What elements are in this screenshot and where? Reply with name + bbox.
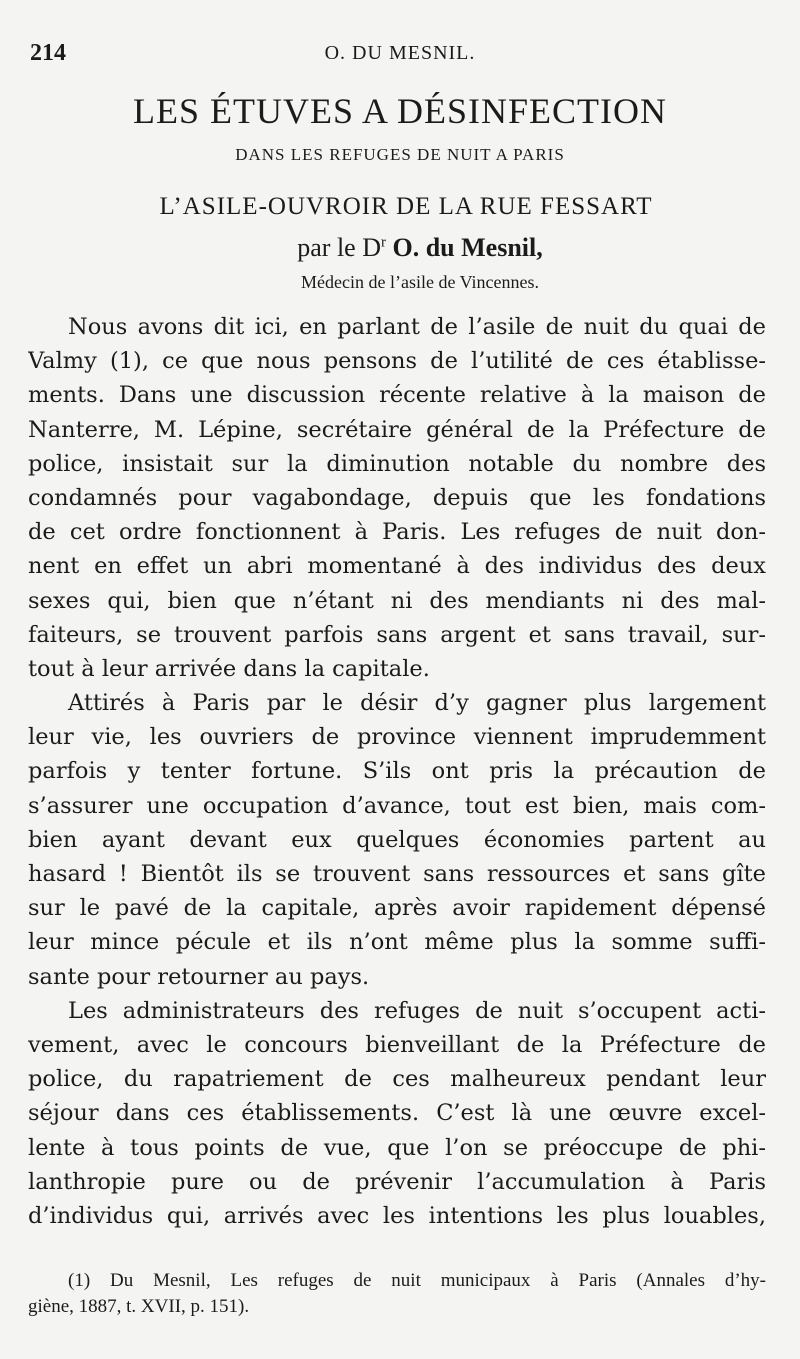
body-line: Les administrateurs des refuges de nuit s’occupent acti- — [68, 997, 766, 1024]
body-line: de cet ordre fonctionnent à Paris. Les refuges de nuit don- — [28, 519, 766, 546]
body-line: parfois y tenter fortune. S’ils ont pris la précaution de — [28, 758, 766, 785]
body-line: Attirés à Paris par le désir d’y gagner plus largement — [68, 690, 766, 717]
body-line: ments. Dans une discussion récente relative à la maison de — [28, 382, 766, 409]
body-line: police, insistait sur la diminution notable du nombre des — [28, 450, 766, 477]
byline — [0, 233, 800, 263]
article-title: LES ÉTUVES A DÉSINFECTION — [132, 91, 667, 131]
body-line: Valmy (1), ce que nous pensons de l’utilité de ces établisse- — [28, 348, 766, 375]
body-line: tout à leur arrivée dans la capitale. — [28, 655, 430, 682]
section-heading: L’ASILE-OUVROIR DE LA RUE FESSART — [159, 193, 653, 220]
body-line: d’individus qui, arrivés avec les intentions les plus louables, — [28, 1202, 766, 1229]
byline-author: O. du Mesnil, — [392, 233, 543, 262]
byline-prefix: par le D — [297, 233, 381, 262]
body-line: leur mince pécule et ils n’ont même plus la somme suffi- — [28, 929, 766, 956]
author-affiliation: Médecin de l’asile de Vincennes. — [301, 272, 539, 292]
body-line: lente à tous points de vue, que l’on se préoccupe de phi- — [28, 1134, 766, 1161]
body-line: sante pour retourner au pays. — [28, 963, 370, 990]
body-line: condamnés pour vagabondage, depuis que les fondations — [28, 484, 766, 511]
body-line: police, du rapatriement de ces malheureux pendant leur — [28, 1066, 766, 1093]
body-line: lanthropie pure ou de prévenir l’accumulation à Paris — [28, 1168, 766, 1195]
body-line: nent en effet un abri momentané à des individus des deux — [28, 553, 766, 580]
body-line: sexes qui, bien que n’étant ni des mendiants ni des mal- — [28, 587, 766, 614]
body-line: Nous avons dit ici, en parlant de l’asile de nuit du quai de — [68, 314, 766, 340]
page-number: 214 — [30, 40, 66, 66]
footnote-line: giène, 1887, t. XVII, p. 151). — [28, 1296, 250, 1317]
article-subtitle: DANS LES REFUGES DE NUIT A PARIS — [235, 145, 565, 164]
body-line: faiteurs, se trouvent parfois sans argent et sans travail, sur- — [28, 621, 766, 648]
footnote-line: (1) Du Mesnil, Les refuges de nuit municipaux à Paris (Annales d’hy- — [68, 1270, 766, 1291]
footnote — [28, 1268, 766, 1320]
byline-superscript: r — [381, 234, 386, 251]
body-line: bien ayant devant eux quelques économies partent au — [28, 826, 766, 853]
body-line: leur vie, les ouvriers de province viennent imprudemment — [28, 724, 766, 751]
body-line: Nanterre, M. Lépine, secrétaire général de la Préfecture de — [28, 416, 766, 443]
running-title: O. DU MESNIL. — [324, 42, 476, 64]
body-line: s’assurer une occupation d’avance, tout est bien, mais com- — [28, 792, 766, 819]
body-line: séjour dans ces établissements. C’est là une œuvre excel- — [28, 1100, 766, 1127]
body-line: vement, avec le concours bienveillant de la Préfecture de — [28, 1031, 766, 1058]
body-text — [28, 310, 766, 1233]
body-line: hasard ! Bientôt ils se trouvent sans ressources et sans gîte — [28, 861, 766, 887]
running-head — [30, 40, 770, 70]
body-line: sur le pavé de la capitale, après avoir rapidement dépensé — [28, 895, 766, 922]
